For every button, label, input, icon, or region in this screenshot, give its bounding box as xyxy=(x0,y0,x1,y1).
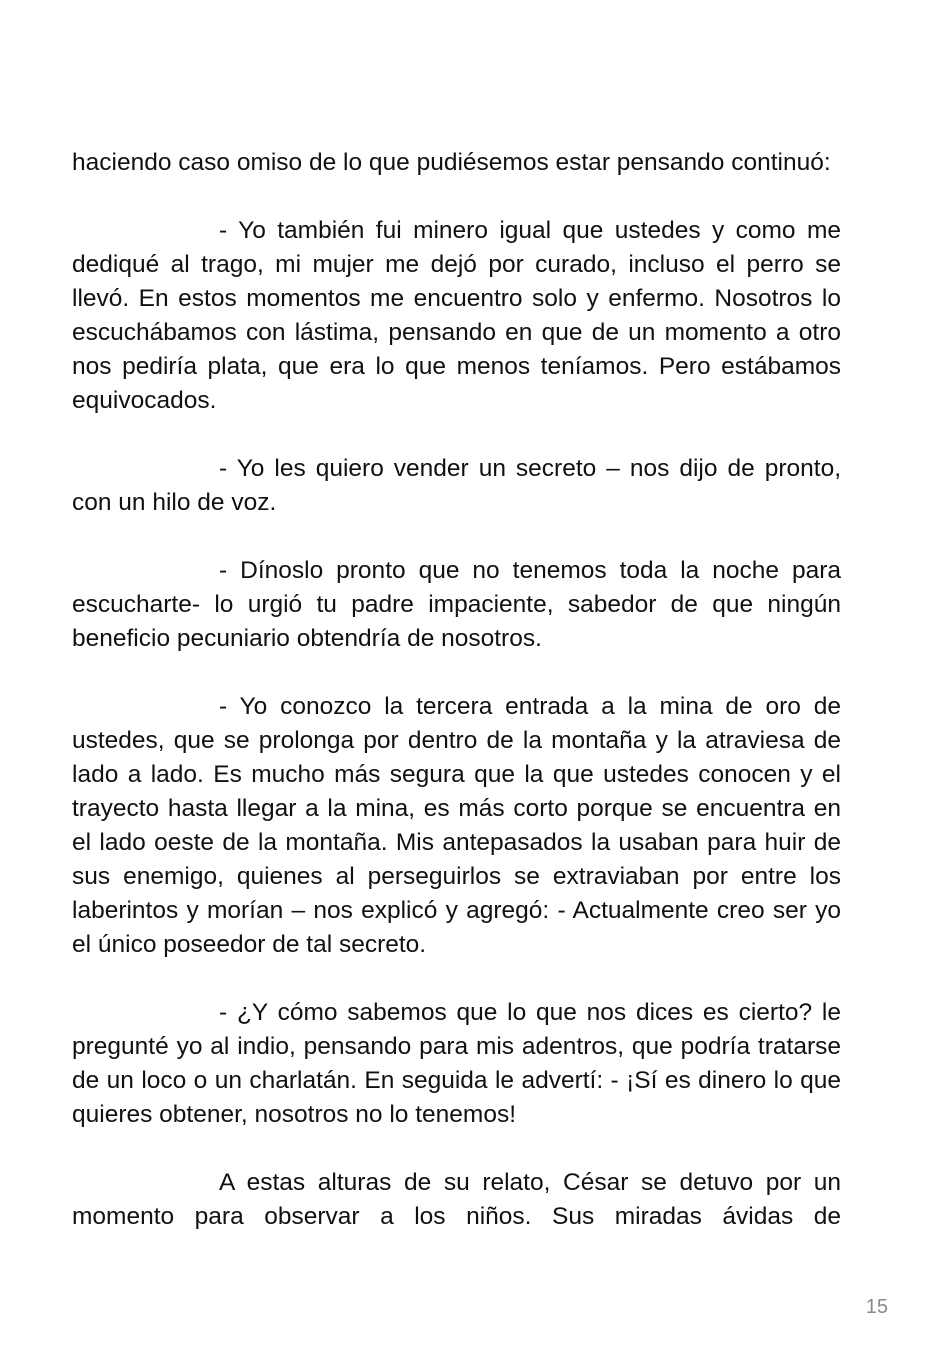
page-body xyxy=(72,146,841,1234)
paragraph-4: - Dínoslo pronto que no tenemos toda la noche para escucharte- lo urgió tu padre impaciente, sabedor de que ningún beneficio pecuniario obtendría de nosotros. xyxy=(72,557,841,652)
paragraph-6: - ¿Y cómo sabemos que lo que nos dices es cierto? le pregunté yo al indio, pensando para mis adentros, que podría tratarse de un loco o un charlatán. En seguida le advertí: - ¡Sí es dinero lo que quieres obtener, nosotros no lo tenemos! xyxy=(72,999,841,1128)
paragraph-5: - Yo conozco la tercera entrada a la mina de oro de ustedes, que se prolonga por dentro de la montaña y la atraviesa de lado a lado. Es mucho más segura que la que ustedes conocen y el trayecto hasta llegar a la mina, es más corto porque se encuentra en el lado oeste de la montaña. Mis antepasados la usaban para huir de sus enemigo, quienes al perseguirlos se extraviaban por entre los laberintos y morían – nos explicó y agregó: - Actualmente creo ser yo el único poseedor de tal secreto. xyxy=(72,693,841,958)
paragraph-1: haciendo caso omiso de lo que pudiésemos estar pensando continuó: xyxy=(72,149,831,176)
page-number: 15 xyxy=(865,1296,888,1318)
paragraph-2: - Yo también fui minero igual que ustedes y como me dediqué al trago, mi mujer me dejó por curado, incluso el perro se llevó. En estos momentos me encuentro solo y enfermo. Nosotros lo escuchábamos con lástima, pensando en que de un momento a otro nos pediría plata, que era lo que menos teníamos. Pero estábamos equivocados. xyxy=(72,217,841,414)
paragraph-7: A estas alturas de su relato, César se detuvo por un momento para observar a los niños. Sus miradas ávidas de xyxy=(72,1169,841,1230)
paragraph-3: - Yo les quiero vender un secreto – nos dijo de pronto, con un hilo de voz. xyxy=(72,455,841,516)
